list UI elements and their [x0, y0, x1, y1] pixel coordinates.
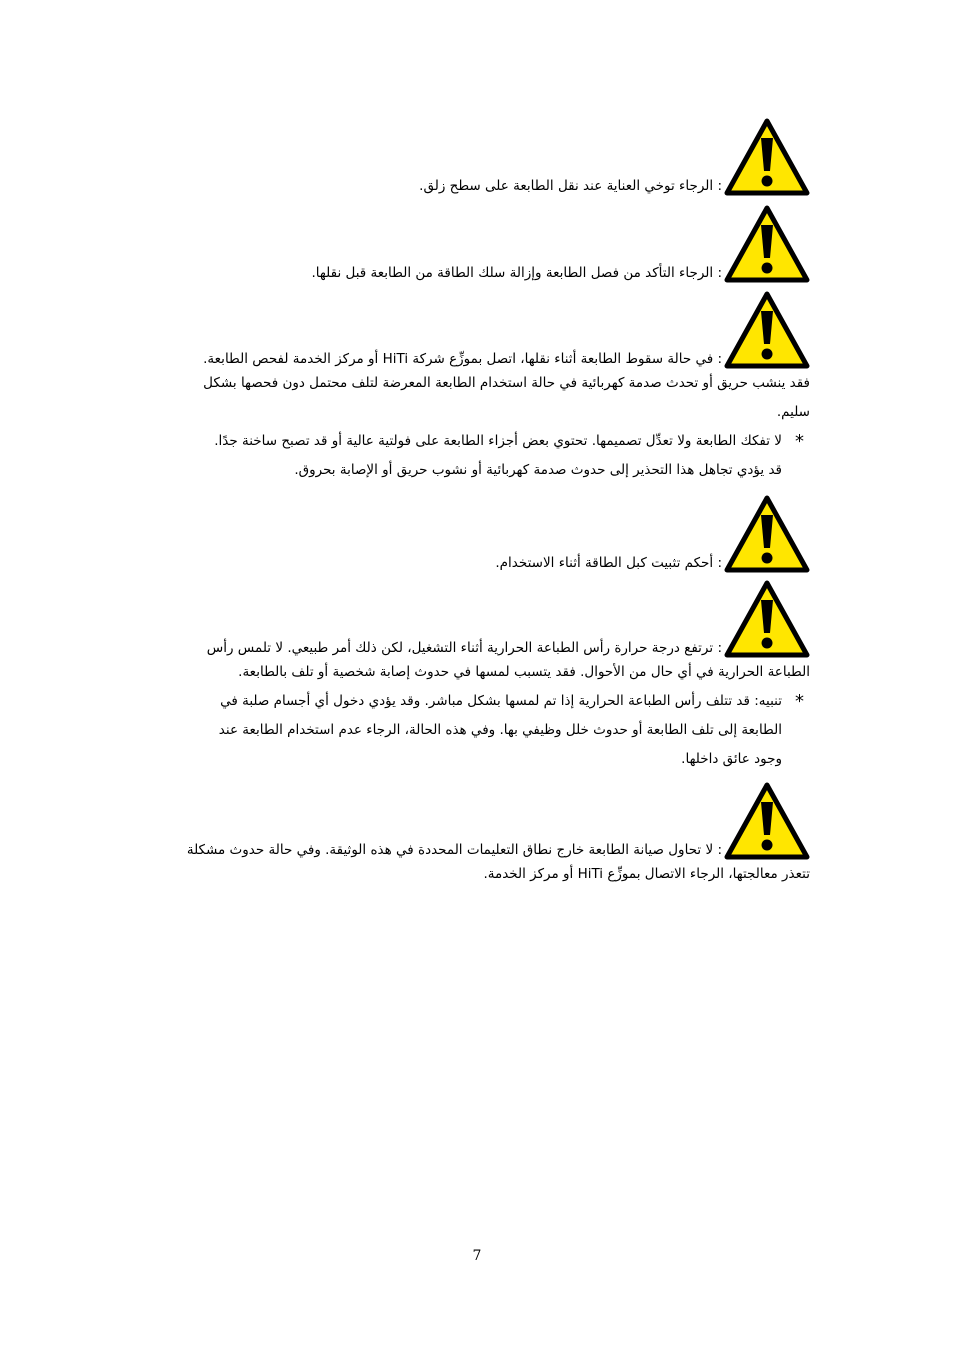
note-line: تنبيه: قد تتلف رأس الطباعة الحرارية إذا تم لمسها بشكل مباشر. وقد يؤدي دخول أي أجسام صلبة في	[220, 693, 782, 709]
warning-triangle-icon	[724, 291, 810, 369]
warning-triangle-icon	[724, 205, 810, 283]
warning-5	[140, 580, 810, 774]
warning-triangle-icon	[724, 782, 810, 860]
note-line: لا تفكك الطابعة ولا تعدِّل تصميمها. تحتوي بعض أجزاء الطابعة على فولتية عالية أو قد تصبح ساخنة جدًا.	[214, 433, 782, 449]
warning-text: الرجاء التأكد من فصل الطابعة وإزالة سلك الطاقة من الطابعة قبل نقلها.	[311, 265, 714, 281]
warning-triangle-icon	[724, 118, 810, 196]
warning-text-line: تتعذر معالجتها، الرجاء الاتصال بموزِّع HiTi أو مركز الخدمة.	[483, 866, 810, 882]
warning-4	[140, 495, 810, 573]
warning-1	[140, 118, 810, 196]
warning-separator: :	[713, 178, 722, 194]
asterisk-bullet: *	[795, 431, 804, 452]
warning-text: أحكم تثبيت كبل الطاقة أثناء الاستخدام.	[495, 555, 714, 571]
warning-text-line: فقد ينشب حريق أو تحدث صدمة كهربائية في حالة استخدام الطابعة المعرضة لتلف محتمل دون فحصها بشكل	[203, 375, 810, 391]
warning-3	[140, 291, 810, 485]
warning-text-line: الطباعة الحرارية في أي حال من الأحوال. فقد يتسبب لمسها في حدوث إصابة شخصية أو تلف بالطابعة.	[238, 664, 810, 680]
note-line: وجود عائق داخلها.	[681, 751, 782, 767]
warning-triangle-icon	[724, 495, 810, 573]
warning-text: لا تحاول صيانة الطابعة خارج نطاق التعليمات المحددة في هذه الوثيقة. وفي حالة حدوث مشكلة	[186, 842, 714, 858]
warning-triangle-icon	[724, 580, 810, 658]
asterisk-bullet: *	[795, 691, 804, 712]
warning-separator: :	[713, 555, 722, 571]
note	[140, 687, 810, 774]
note-line: قد يؤدي تجاهل هذا التحذير إلى حدوث صدمة كهربائية أو نشوب حريق أو الإصابة بحروق.	[294, 462, 782, 478]
warning-2	[140, 205, 810, 283]
warning-text: ترتفع درجة حرارة رأس الطباعة الحرارية أثناء التشغيل، لكن ذلك أمر طبيعي. لا تلمس رأس	[206, 640, 714, 656]
warning-separator: :	[713, 351, 722, 367]
warning-text: في حالة سقوط الطابعة أثناء نقلها، اتصل بموزِّع شركة HiTi أو مركز الخدمة لفحص الطابعة.	[203, 351, 714, 367]
page-number: 7	[472, 1248, 482, 1264]
note-line: الطابعة إلى تلف الطابعة أو حدوث خلل وظيفي بها. وفي هذه الحالة، الرجاء عدم استخدام الطابعة عند	[218, 722, 782, 738]
warning-separator: :	[713, 265, 722, 281]
note	[140, 427, 810, 485]
warning-separator: :	[713, 640, 722, 656]
warning-separator: :	[713, 842, 722, 858]
warning-6	[140, 782, 810, 889]
warning-text-line: سليم.	[776, 404, 810, 420]
warning-text: الرجاء توخي العناية عند نقل الطابعة على سطح زلق.	[419, 178, 714, 194]
